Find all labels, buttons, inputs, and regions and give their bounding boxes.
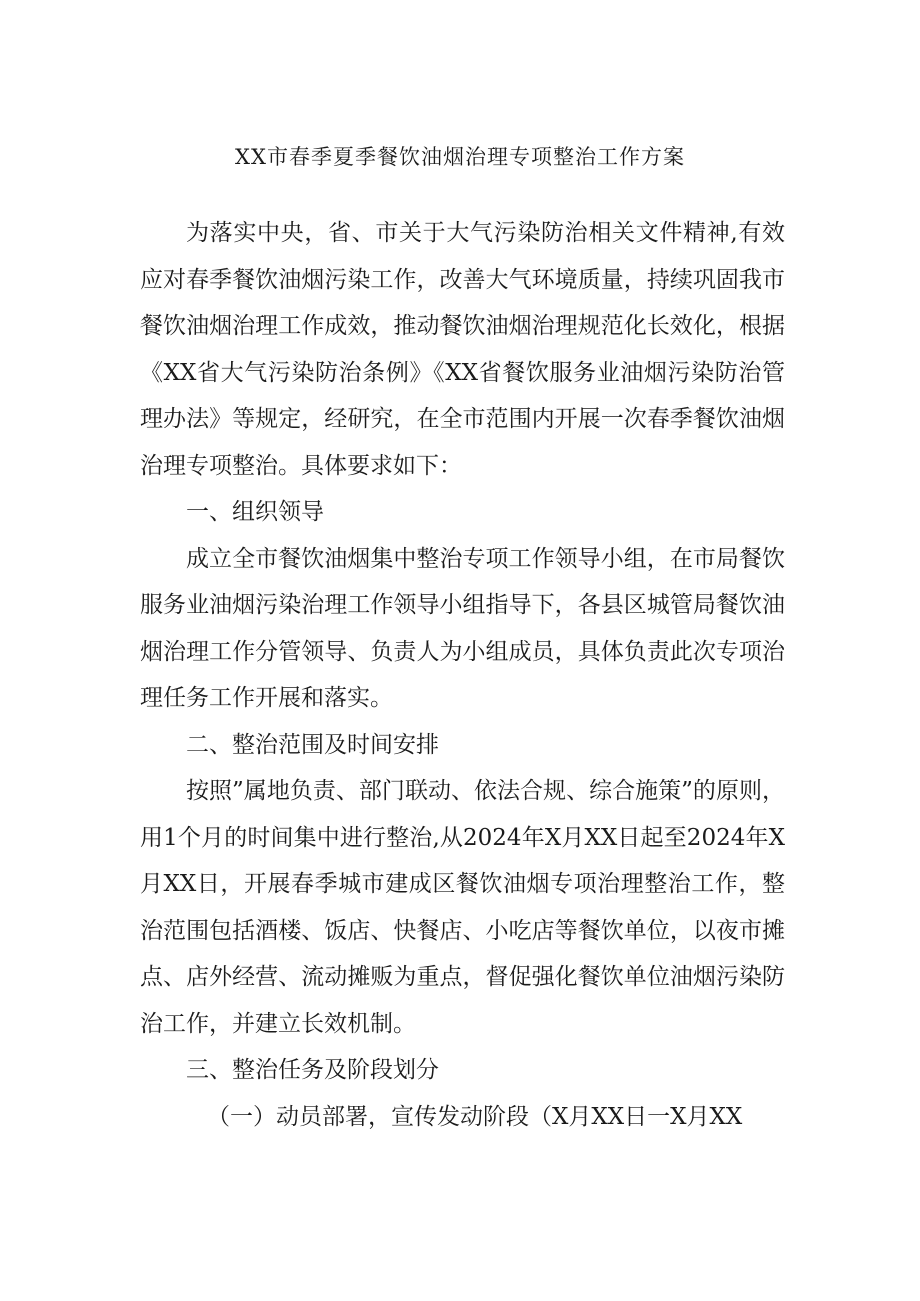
section-heading-organization: 一、组织领导 — [186, 499, 324, 525]
organization-paragraph: 成立全市餐饮油烟集中整治专项工作领导小组，在市局餐饮服务业油烟污染治理工作领导小组指导下，各县区城管局餐饮油烟治理工作分管领导、负责人为小组成员，具体负责此次专项治理任务工作开展和落实。 — [140, 545, 785, 711]
intro-paragraph: 为落实中央，省、市关于大气污染防治相关文件精神,有效应对春季餐饮油烟污染工作，改善大气环境质量，持续巩固我市餐饮油烟治理工作成效，推动餐饮油烟治理规范化长效化，根据《XX省大气污染防治条例》《XX省餐饮服务业油烟污染防治管理办法》等规定，经研究，在全市范围内开展一次春季餐饮油烟治理专项整治。具体要求如下： — [140, 220, 785, 479]
subsection-heading-mobilization: （一）动员部署，宣传发动阶段（X月XX日一X月XX — [207, 1103, 743, 1130]
section-heading-tasks-phases: 三、整治任务及阶段划分 — [186, 1057, 439, 1083]
document-title: XX市春季夏季餐饮油烟治理专项整治工作方案 — [235, 145, 685, 169]
section-heading-scope-schedule: 二、整治范围及时间安排 — [186, 731, 439, 758]
document-body — [140, 210, 785, 1140]
scope-schedule-paragraph: 按照”属地负责、部门联动、依法合规、综合施策”的原则，用1个月的时间集中进行整治,从2024年X月XX日起至2024年X月XX日，开展春季城市建成区餐饮油烟专项治理整治工作，整治范围包括酒楼、饭店、快餐店、小吃店等餐饮单位，以夜市摊点、店外经营、流动摊贩为重点，督促强化餐饮单位油烟污染防治工作，并建立长效机制。 — [140, 778, 785, 1037]
